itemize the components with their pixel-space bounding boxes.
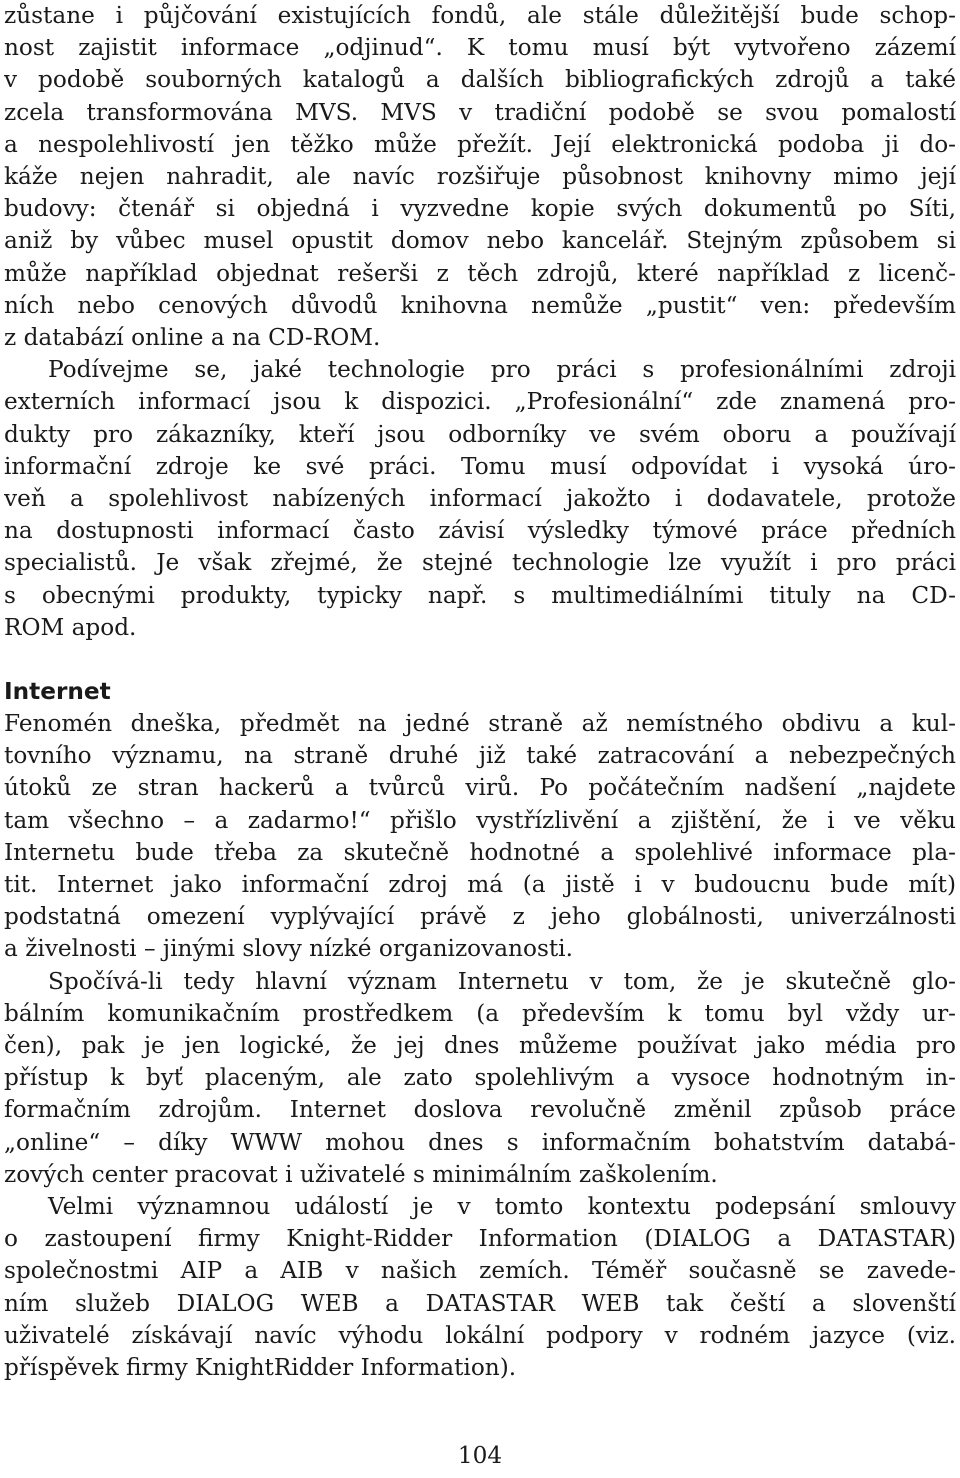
paragraph-block-internet [4,708,956,1384]
text-line: ním služeb DIALOG WEB a DATASTAR WEB tak čeští a slovenští [4,1289,956,1317]
text-line: na dostupnosti informací často závisí výsledky týmové práce předních [4,517,956,545]
text-line: Internetu bude třeba za skutečně hodnotné a spolehlivé informace pla- [4,838,956,866]
text-line: tovního významu, na straně druhé již také zatracování a nebezpečných [4,742,956,770]
text-line: zcela transformována MVS. MVS v tradiční podobě se svou pomalostí [4,98,956,126]
paragraph-block-intro [4,0,956,644]
text-line: z databází online a na CD-ROM. [4,324,381,352]
text-line: podstatná omezení vyplývající právě z jeho globálnosti, univerzálnosti [4,903,956,931]
text-line: zůstane i půjčování existujících fondů, ale stále důležitější bude schop- [4,2,956,29]
section-heading-internet: Internet [4,678,111,705]
text-line: nost zajistit informace „odjinud“. K tomu musí být vytvořeno zázemí [4,34,956,62]
text-line: o zastoupení firmy Knight-Ridder Information (DIALOG a DATASTAR) [4,1225,956,1253]
text-line: útoků ze stran hackerů a tvůrců virů. Po počátečním nadšení „najdete [4,774,956,802]
text-line: externích informací jsou k dispozici. „Profesionální“ zde znamená pro- [4,388,956,416]
text-line: informační zdroje ke své práci. Tomu musí odpovídat i vysoká úro- [4,452,956,480]
text-line: káže nejen nahradit, ale navíc rozšiřuje působnost knihovny mimo její [4,163,956,191]
text-line: aniž by vůbec musel opustit domov nebo kancelář. Stejným způsobem si [4,227,956,255]
text-line: společnostmi AIP a AIB v našich zemích. Téměř současně se zavede- [4,1257,956,1285]
page-number: 104 [457,1442,503,1469]
text-line: a živelnosti – jinými slovy nízké organizovanosti. [4,935,573,963]
text-line: specialistů. Je však zřejmé, že stejné technologie lze využít i pro práci [4,549,956,577]
text-line: zových center pracovat i uživatelé s minimálním zaškolením. [4,1160,718,1188]
text-line: tit. Internet jako informační zdroj má (a jistě i v budoucnu bude mít) [4,871,956,899]
text-line: a nespolehlivostí jen těžko může přežít. Její elektronická podoba ji do- [4,130,956,158]
text-line: Podívejme se, jaké technologie pro práci s profesionálními zdroji [48,356,956,384]
text-line: budovy: čtenář si objedná i vyzvedne kopie svých dokumentů po Síti, [4,195,956,223]
text-line: přístup k byť placeným, ale zato spolehlivým a vysoce hodnotným in- [4,1064,956,1092]
text-line: čen), pak je jen logické, že jej dnes můžeme používat jako média pro [4,1032,956,1060]
text-line: „online“ – díky WWW mohou dnes s informačním bohatstvím databá- [4,1128,956,1156]
text-line: tam všechno – a zadarmo!“ přišlo vystřízlivění a zjištění, že i ve věku [4,806,956,834]
text-line: v podobě souborných katalogů a dalších bibliografických zdrojů a také [4,66,956,94]
text-line: příspěvek firmy KnightRidder Information). [4,1354,517,1382]
text-line: dukty pro zákazníky, kteří jsou odborníky ve svém oboru a používají [4,420,956,448]
text-line: s obecnými produkty, typicky např. s multimediálními tituly na CD- [4,581,956,609]
text-line: ních nebo cenových důvodů knihovna nemůže „pustit“ ven: především [4,291,956,319]
text-line: Spočívá-li tedy hlavní význam Internetu v tom, že je skutečně glo- [48,967,956,995]
text-line: uživatelé získávají navíc výhodu lokální podpory v rodném jazyce (viz. [4,1321,956,1349]
text-line: Fenomén dneška, předmět na jedné straně až nemístného obdivu a kul- [4,710,956,737]
text-line: bálním komunikačním prostředkem (a především k tomu byl vždy ur- [4,999,956,1027]
text-line: může například objednat rešerši z těch zdrojů, které například z licenč- [4,259,956,287]
text-line: formačním zdrojům. Internet doslova revolučně změnil způsob práce [4,1096,956,1124]
text-line: Velmi významnou událostí je v tomto kontextu podepsání smlouvy [48,1193,956,1221]
text-line: ROM apod. [4,613,137,641]
text-line: veň a spolehlivost nabízených informací jakožto i dodavatele, protože [4,485,956,513]
